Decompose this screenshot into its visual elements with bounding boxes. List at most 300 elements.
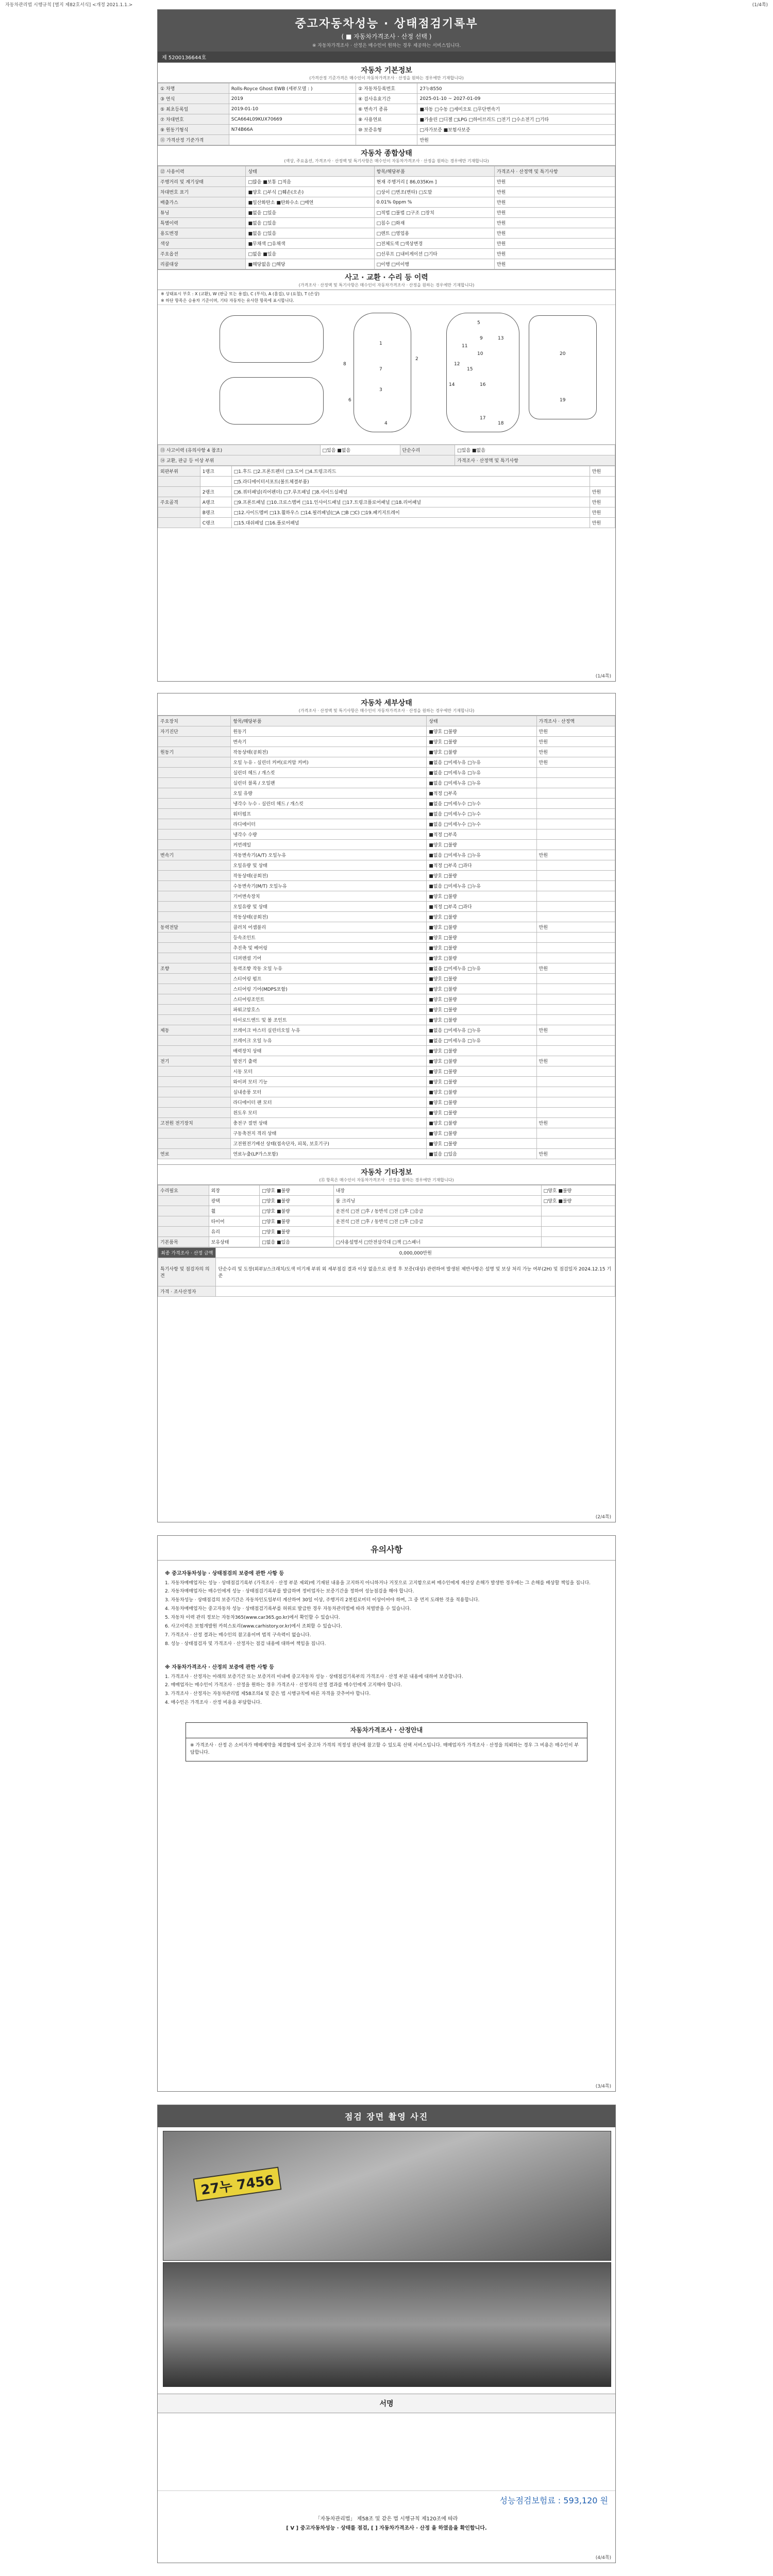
detail-row-cell: 작동상태(공회전) [231, 912, 427, 922]
summary-row-cell: 만원 [494, 228, 615, 239]
basic-info-note: (가격산정 기준가격은 매수인이 자동차가격조사 · 산정을 원하는 경우에만 기재합니다) [158, 75, 615, 83]
detail-row [158, 1077, 615, 1087]
notice-item: 1. 가격조사 · 산정자는 아래의 보증기간 또는 보증거리 이내에 중고자동차 성능 · 상태점검기록부의 가격조사 · 산정 부분 내용에 대하여 보증합니다. [165, 1674, 463, 1680]
summary-header-cell: ⑫ 사용이력 [158, 166, 246, 177]
detail-row-cell: ■양호 □불량 [427, 974, 536, 984]
other-row-cell: 외장 [209, 1185, 260, 1196]
detail-row-cell [158, 984, 231, 994]
detail-row-cell: ■없음 □미세누유 □누유 [427, 768, 536, 778]
detail-row-cell [158, 1046, 231, 1056]
summary-row-cell: 튜닝 [158, 208, 246, 218]
detail-row-cell: 스티어링 펌프 [231, 974, 427, 984]
price-person-row [158, 1286, 615, 1297]
detail-row-cell [536, 819, 615, 829]
detail-row-cell: 작동상태(공회전) [231, 747, 427, 757]
rank-row-cell: 2랭크 [200, 487, 231, 497]
summary-row [158, 259, 615, 269]
detail-row-cell: 실린더 헤드 / 개스킷 [231, 768, 427, 778]
summary-header-row [158, 166, 615, 177]
basic-row-cell [229, 135, 356, 145]
summary-row [158, 239, 615, 249]
detail-row [158, 1097, 615, 1108]
other-row-cell: □양호 ■불량 [260, 1206, 333, 1216]
page-1 [157, 9, 616, 682]
detail-row-cell [536, 1077, 615, 1087]
detail-row-cell [536, 933, 615, 943]
detail-row-cell: ■양호 □불량 [427, 1087, 536, 1097]
signature-title: 서명 [158, 2394, 615, 2413]
rank-row-cell: 1랭크 [200, 466, 231, 477]
detail-row-cell: 동력전달 [158, 922, 231, 933]
detail-row-cell: 고전원전기배선 상태(접속단자, 피복, 보호기구) [231, 1139, 427, 1149]
summary-row-cell: 특별이력 [158, 218, 246, 228]
price-person-label: 가격 · 조사산정자 [158, 1286, 216, 1297]
detail-row-cell: 원동기 [231, 726, 427, 737]
summary-row-cell: □전체도색 □색상변경 [374, 239, 494, 249]
detail-row [158, 840, 615, 850]
law-statement: 「자동차관리법」 제58조 및 같은 법 시행규칙 제120조에 따라 [315, 2516, 458, 2522]
detail-row [158, 902, 615, 912]
basic-row-cell: 만원 [417, 135, 615, 145]
detail-row-cell [536, 1087, 615, 1097]
rank-row-cell: 외판부위 [158, 466, 200, 477]
other-row-cell [541, 1216, 615, 1227]
part-label-1: 1 [379, 341, 382, 346]
detail-row-cell: ■양호 □불량 [427, 737, 536, 747]
summary-row-cell: □없음 ■있음 [246, 249, 374, 259]
other-row-cell [541, 1227, 615, 1237]
accident-history-row [158, 445, 615, 455]
basic-row-cell: ① 차명 [158, 83, 229, 94]
detail-row-cell [536, 1005, 615, 1015]
summary-row-cell: 리콜대상 [158, 259, 246, 269]
basic-row [158, 83, 615, 94]
law-reference: 자동차관리법 시행규칙 [별지 제82호서식] <개정 2021.1.1.> [5, 3, 133, 8]
detail-row [158, 1025, 615, 1036]
other-row-cell [158, 1216, 209, 1227]
basic-row-cell: ⑨ 원동기형식 [158, 125, 229, 135]
detail-row-cell: ■없음 □미세누수 □누수 [427, 799, 536, 809]
detail-row-cell: ■양호 □불량 [427, 1128, 536, 1139]
part-label-6: 6 [348, 398, 351, 403]
detail-row-cell: 실내송풍 모터 [231, 1087, 427, 1097]
other-row-cell: 보유상태 [209, 1237, 260, 1247]
detail-row [158, 788, 615, 799]
other-row-cell: 휠 [209, 1206, 260, 1216]
simple-repair-label: 단순수리 [400, 445, 455, 455]
notice-list-2 [165, 1674, 608, 1707]
signature-area [158, 2413, 615, 2491]
basic-row-cell: 27누8550 [417, 83, 615, 94]
part-label-9: 9 [480, 336, 483, 341]
basic-row-cell: ② 자동차등록번호 [356, 83, 417, 94]
detail-row-cell [158, 1005, 231, 1015]
document-subtitle: ( ■ 자동차가격조사 · 산정 선택 ) [341, 33, 432, 40]
detail-row-cell: 오일 유량 [231, 788, 427, 799]
summary-header-cell: 상태 [246, 166, 374, 177]
car-outline-top [354, 313, 411, 432]
detail-row-cell [158, 757, 231, 768]
detail-row-cell: ■없음 □미세누수 □누수 [427, 809, 536, 819]
detail-row [158, 1036, 615, 1046]
detail-row-cell [536, 1066, 615, 1077]
part-label-13: 13 [498, 336, 504, 341]
detail-row-cell [536, 788, 615, 799]
summary-row-cell: 만원 [494, 249, 615, 259]
rank-row-cell: 만원 [590, 507, 615, 518]
detail-row-cell: 스티어링 기어(MDPS포함) [231, 984, 427, 994]
part-label-14: 14 [449, 382, 455, 387]
rank-row-cell: □6.쿼터패널(리어펜더) □7.루프패널 □8.사이드실패널 [231, 487, 590, 497]
detail-row-cell: 브레이크 마스터 실린더오일 누유 [231, 1025, 427, 1036]
part-label-16: 16 [480, 382, 486, 387]
detail-title: 자동차 세부상태 [361, 699, 412, 707]
notice-item: 3. 자동차성능 · 상태점검의 보증기간은 자동차인도일부터 계산하여 30일 이상, 주행거리 2천킬로미터 이상이어야 하며, 그 중 먼저 도래한 것을 적용합니다. [165, 1598, 480, 1603]
accident-note: (가격조사 · 산정액 및 특기사항은 매수인이 자동차가격조사 · 산정을 원하는 경우에만 기재합니다) [158, 282, 615, 290]
detail-row-cell [158, 902, 231, 912]
notice-heading-2: ※ 자동차가격조사 · 산정의 보증에 관한 사항 등 [165, 1665, 274, 1670]
detail-row-cell: ■양호 □불량 [427, 1046, 536, 1056]
detail-row-cell: 원동기 [158, 747, 231, 757]
rank-row-cell [158, 507, 200, 518]
detail-row [158, 1087, 615, 1097]
other-row [158, 1206, 615, 1216]
detail-row-cell [158, 799, 231, 809]
other-row-cell: □없음 ■있음 [260, 1237, 333, 1247]
part-label-12: 12 [454, 362, 460, 367]
detail-row-cell: ■적정 □부족 □과다 [427, 902, 536, 912]
rank-row-cell: A랭크 [200, 497, 231, 507]
rank-row-cell: □5.라디에이터서포트(볼트체결부품) [231, 477, 590, 487]
detail-row-cell [536, 891, 615, 902]
other-row-cell: 타이어 [209, 1216, 260, 1227]
rank-row-cell: 만원 [590, 466, 615, 477]
other-row-cell [541, 1206, 615, 1216]
detail-row-cell: 스티어링조인트 [231, 994, 427, 1005]
page-4 [157, 2105, 616, 2563]
rank-row-cell [200, 477, 231, 487]
other-row-cell: 내장 [333, 1185, 541, 1196]
basic-row-cell: ⑥ 변속기 종류 [356, 104, 417, 114]
detail-row [158, 1118, 615, 1128]
basic-row [158, 104, 615, 114]
detail-row [158, 747, 615, 757]
basic-row-cell: 2025-01-10 ~ 2027-01-09 [417, 94, 615, 104]
other-row-cell [541, 1237, 615, 1247]
document-number: 제 5200136644호 [158, 52, 615, 62]
rank-row-cell: 주요골격 [158, 497, 200, 507]
other-info-title: 자동차 기타정보 [158, 1164, 615, 1177]
detail-row [158, 881, 615, 891]
summary-row-cell: 만원 [494, 218, 615, 228]
summary-row-cell: 주행거리 및 계기상태 [158, 177, 246, 187]
detail-row-cell: ■양호 □불량 [427, 1066, 536, 1077]
inspection-photo-2 [163, 2262, 611, 2387]
summary-note: (색상, 주요옵션, 가격조사 · 산정액 및 특기사항은 매수인이 자동차가격조사 · 산정을 원하는 경우에만 기재합니다) [158, 158, 615, 166]
detail-row-cell: ■양호 □불량 [427, 871, 536, 881]
part-label-10: 10 [477, 351, 483, 357]
detail-row-cell: ■양호 □불량 [427, 1077, 536, 1087]
basic-row-cell: ⑧ 사용연료 [356, 114, 417, 125]
other-row-cell: □양호 ■불량 [260, 1185, 333, 1196]
other-row-cell [333, 1227, 541, 1237]
summary-header-cell: 항목/해당부품 [374, 166, 494, 177]
signature-section [158, 2394, 615, 2531]
basic-row [158, 125, 615, 135]
summary-row-cell: 용도변경 [158, 228, 246, 239]
detail-row-cell [158, 768, 231, 778]
notice-body [158, 1561, 615, 1766]
summary-row-cell: 현재 주행거리 [ 86,035Km ] [374, 177, 494, 187]
detail-row-cell [158, 1036, 231, 1046]
detail-row-cell [158, 953, 231, 963]
detail-row-cell [158, 891, 231, 902]
detail-row [158, 1066, 615, 1077]
summary-row-cell: 만원 [494, 239, 615, 249]
detail-row [158, 829, 615, 840]
detail-row-cell [536, 809, 615, 819]
summary-row [158, 208, 615, 218]
notice-list-1 [165, 1580, 608, 1649]
detail-row-cell: 오일유량 및 상태 [231, 902, 427, 912]
rank-row-cell: □9.프론트패널 □10.크로스멤버 □11.인사이드패널 □17.트렁크플로어패널 □18.리어패널 [231, 497, 590, 507]
detail-row-cell [536, 984, 615, 994]
notice-item: 5. 자동차 이력 관리 정보는 자동차365(www.car365.go.kr)에서 확인할 수 있습니다. [165, 1615, 340, 1621]
summary-header-cell: 가격조사 · 산정액 및 특기사항 [494, 166, 615, 177]
detail-row-cell: 만원 [536, 850, 615, 860]
other-row-cell: 룸 크리닝 [333, 1196, 541, 1206]
detail-row [158, 757, 615, 768]
detail-row-cell: 시동 모터 [231, 1066, 427, 1077]
rank-row [158, 497, 615, 507]
detail-row-cell [536, 912, 615, 922]
part-label-11: 11 [462, 344, 468, 349]
detail-row-cell: ■적정 □부족 [427, 829, 536, 840]
detail-row-cell: 윈도우 모터 [231, 1108, 427, 1118]
notice-item: 4. 자동차매매업자는 중고자동차 성능 · 상태점검기록부를 허위로 발급한 경우 자동차관리법에 따라 처벌받을 수 있습니다. [165, 1606, 411, 1612]
detail-row-cell: ■양호 □불량 [427, 1108, 536, 1118]
other-info-note: (⑮ 항목은 매수인이 자동차가격조사 · 산정을 원하는 경우에만 기재합니다) [158, 1177, 615, 1185]
detail-row [158, 1005, 615, 1015]
accident-history-table [158, 445, 615, 466]
detail-row [158, 799, 615, 809]
car-outline-frame [446, 313, 519, 432]
summary-row [158, 249, 615, 259]
detail-row [158, 1056, 615, 1066]
summary-row-cell: 만원 [494, 177, 615, 187]
price-person-value [216, 1286, 615, 1297]
detail-row-cell: 변속기 [231, 737, 427, 747]
law-statement-2: [ V ] 중고자동차성능 · 상태를 점검, [ ] 자동차가격조사 · 산정 을 하였음을 확인합니다. [286, 2526, 487, 2531]
detail-row-cell: 발전기 출력 [231, 1056, 427, 1066]
other-row-cell: □사용설명서 □안전삼각대 □잭 □스패너 [333, 1237, 541, 1247]
summary-row [158, 228, 615, 239]
document-title: 중고자동차성능 · 상태점검기록부 [295, 18, 478, 30]
basic-row-cell: ⑩ 보증유형 [356, 125, 417, 135]
detail-row-cell: ■양호 □불량 [427, 994, 536, 1005]
rank-row [158, 487, 615, 497]
part-label-8: 8 [343, 362, 346, 367]
detail-row-cell: ■양호 □불량 [427, 984, 536, 994]
page-3 [157, 1535, 616, 2092]
detail-row-cell [158, 974, 231, 984]
detail-row-cell: 냉각수 수량 [231, 829, 427, 840]
other-row-cell: 운전석 □전 □후 / 동반석 □전 □후 □응급 [333, 1206, 541, 1216]
rank-row-cell: B랭크 [200, 507, 231, 518]
detail-row-cell: 배력장치 상태 [231, 1046, 427, 1056]
detail-row-cell: ■양호 □불량 [427, 1097, 536, 1108]
detail-header-cell: 항목/해당부품 [231, 716, 427, 726]
summary-row [158, 177, 615, 187]
detail-row-cell [536, 994, 615, 1005]
other-row [158, 1227, 615, 1237]
detail-row-cell [158, 1066, 231, 1077]
price-guide-box [186, 1722, 587, 1761]
summary-row-cell: 만원 [494, 197, 615, 208]
detail-row-cell: ■없음 □미세누유 □누유 [427, 850, 536, 860]
part-label-7: 7 [379, 367, 382, 372]
detail-row [158, 922, 615, 933]
page-2 [157, 693, 616, 1522]
detail-row-cell [158, 912, 231, 922]
accident-history-label: ⑬ 사고이력 (유의사항 4 참조) [158, 445, 321, 455]
page-1-header [158, 10, 615, 52]
summary-row-cell: 만원 [494, 187, 615, 197]
detail-row-cell [158, 788, 231, 799]
summary-row-cell: □상이 □변조(변타) □도말 [374, 187, 494, 197]
basic-row-cell: □자가보증 ■보험사보증 [417, 125, 615, 135]
detail-row-cell: ■양호 □불량 [427, 1056, 536, 1066]
notice-heading-1: ※ 중고자동차성능 · 상태점검의 보증에 관한 사항 등 [165, 1571, 284, 1577]
parts-header-row [158, 455, 615, 466]
summary-row-cell: □많음 ■보통 □적음 [246, 177, 374, 187]
detail-row-cell [158, 829, 231, 840]
summary-row [158, 197, 615, 208]
parts-price-label: 가격조사 · 산정액 및 특기사항 [455, 455, 615, 466]
other-row-cell: 유리 [209, 1227, 260, 1237]
accident-history-value: □있음 ■없음 [320, 445, 400, 455]
detail-row-cell: ■양호 □불량 [427, 1139, 536, 1149]
part-label-18: 18 [498, 421, 504, 426]
other-row-cell: 수리필요 [158, 1185, 209, 1196]
summary-row-cell: 배출가스 [158, 197, 246, 208]
basic-row-cell: ■자동 □수동 □세미오토 □무단변속기 [417, 104, 615, 114]
rank-row-cell [158, 477, 200, 487]
part-label-5: 5 [477, 320, 480, 326]
detail-row-cell: ■양호 □불량 [427, 840, 536, 850]
rank-row-cell: □1.후드 □2.프론트펜더 □3.도어 □4.트렁크리드 [231, 466, 590, 477]
detail-row-cell [158, 1077, 231, 1087]
detail-row-cell [158, 1128, 231, 1139]
detail-row-cell: 등속조인트 [231, 933, 427, 943]
other-row [158, 1196, 615, 1206]
detail-row [158, 994, 615, 1005]
basic-info-title: 자동차 기본정보 [158, 62, 615, 75]
summary-row-cell: 주요옵션 [158, 249, 246, 259]
other-row [158, 1237, 615, 1247]
basic-row-cell: ⑤ 최초등록일 [158, 104, 229, 114]
detail-row-cell [536, 768, 615, 778]
detail-row-cell [536, 1139, 615, 1149]
detail-row-cell: 변속기 [158, 850, 231, 860]
basic-info-table [158, 83, 615, 145]
detail-row [158, 974, 615, 984]
document-note: ※ 자동차가격조사 · 산정은 매수인이 원하는 경우 제공하는 서비스입니다. [312, 43, 461, 48]
detail-row-cell [536, 1046, 615, 1056]
detail-row-cell: 파워고압호스 [231, 1005, 427, 1015]
other-row-cell: 광택 [209, 1196, 260, 1206]
other-row-cell [158, 1227, 209, 1237]
rank-row [158, 518, 615, 528]
detail-row-cell: 디퍼렌셜 기어 [231, 953, 427, 963]
part-label-3: 3 [379, 387, 382, 393]
detail-row-cell: ■적정 □부족 [427, 788, 536, 799]
top-line [0, 0, 773, 7]
detail-header-cell: 상태 [427, 716, 536, 726]
detail-row-cell: 만원 [536, 922, 615, 933]
detail-row-cell: ■양호 □불량 [427, 912, 536, 922]
total-row [158, 1248, 615, 1258]
detail-row-cell [536, 829, 615, 840]
parts-title: ⑭ 교환, 판금 등 이상 부위 [158, 455, 455, 466]
price-guide-title: 자동차가격조사 · 산정안내 [186, 1723, 587, 1738]
detail-row-cell [536, 799, 615, 809]
detail-row-cell: 워터펌프 [231, 809, 427, 819]
detail-row-cell: ■적정 □부족 □과다 [427, 860, 536, 871]
detail-row-cell: 타이로드엔드 및 볼 조인트 [231, 1015, 427, 1025]
detail-row-cell: 동력조향 작동 오일 누유 [231, 963, 427, 974]
car-outline-right [529, 315, 597, 419]
rank-row [158, 507, 615, 518]
detail-row-cell: 고전원 전기장치 [158, 1118, 231, 1128]
other-row-cell [158, 1196, 209, 1206]
summary-row-cell: ■해당없음 □해당 [246, 259, 374, 269]
detail-row-cell [158, 1108, 231, 1118]
total-table [158, 1247, 615, 1297]
basic-row [158, 135, 615, 145]
detail-row [158, 963, 615, 974]
detail-row-cell [536, 860, 615, 871]
detail-row-cell: 라디에이터 팬 모터 [231, 1097, 427, 1108]
notice-item: 2. 자동차매매업자는 매수인에게 성능 · 상태점검기록부를 발급하며 정비업자는 보증기간을 정하여 성능점검을 해야 합니다. [165, 1589, 414, 1595]
detail-row-cell: 연료 [158, 1149, 231, 1159]
detail-row [158, 871, 615, 881]
detail-row [158, 1128, 615, 1139]
summary-table [158, 166, 615, 269]
page-3-number: (3/4쪽) [595, 2084, 611, 2089]
detail-row-cell: 추진축 및 베어링 [231, 943, 427, 953]
notice-item: 2. 매매업자는 매수인이 가격조사 · 산정을 원하는 경우 가격조사 · 산정자의 산정 결과를 매수인에게 고지해야 합니다. [165, 1683, 402, 1688]
basic-row-cell: ④ 검사유효기간 [356, 94, 417, 104]
detail-row-cell: 충전구 절연 상태 [231, 1118, 427, 1128]
special-label: 특기사항 및 점검자의 의견 [158, 1258, 216, 1286]
detail-row-cell: 오일유량 및 상태 [231, 860, 427, 871]
detail-row-cell [158, 994, 231, 1005]
detail-note: (가격조사 · 산정액 및 특기사항은 매수인이 자동차가격조사 · 산정을 원하는 경우에만 기재합니다) [158, 708, 615, 716]
total-value: 0,000,000만원 [216, 1248, 615, 1258]
notice-item: 6. 사고이력은 보험개발원 카히스토리(www.carhistory.or.kr)에서 조회할 수 있습니다. [165, 1624, 342, 1630]
detail-row [158, 1139, 615, 1149]
other-row-cell: □양호 ■불량 [260, 1227, 333, 1237]
detail-row-cell [158, 860, 231, 871]
other-row-cell: □양호 ■불량 [541, 1196, 615, 1206]
rank-row-cell [158, 518, 200, 528]
detail-header-row [158, 716, 615, 726]
detail-row-cell: 만원 [536, 757, 615, 768]
notice-item: 4. 매수인은 가격조사 · 산정 비용을 부담합니다. [165, 1700, 262, 1706]
detail-row-cell: 오일 누유 - 실린더 커버(로커암 커버) [231, 757, 427, 768]
detail-row-cell: ■없음 □미세누유 □누유 [427, 881, 536, 891]
